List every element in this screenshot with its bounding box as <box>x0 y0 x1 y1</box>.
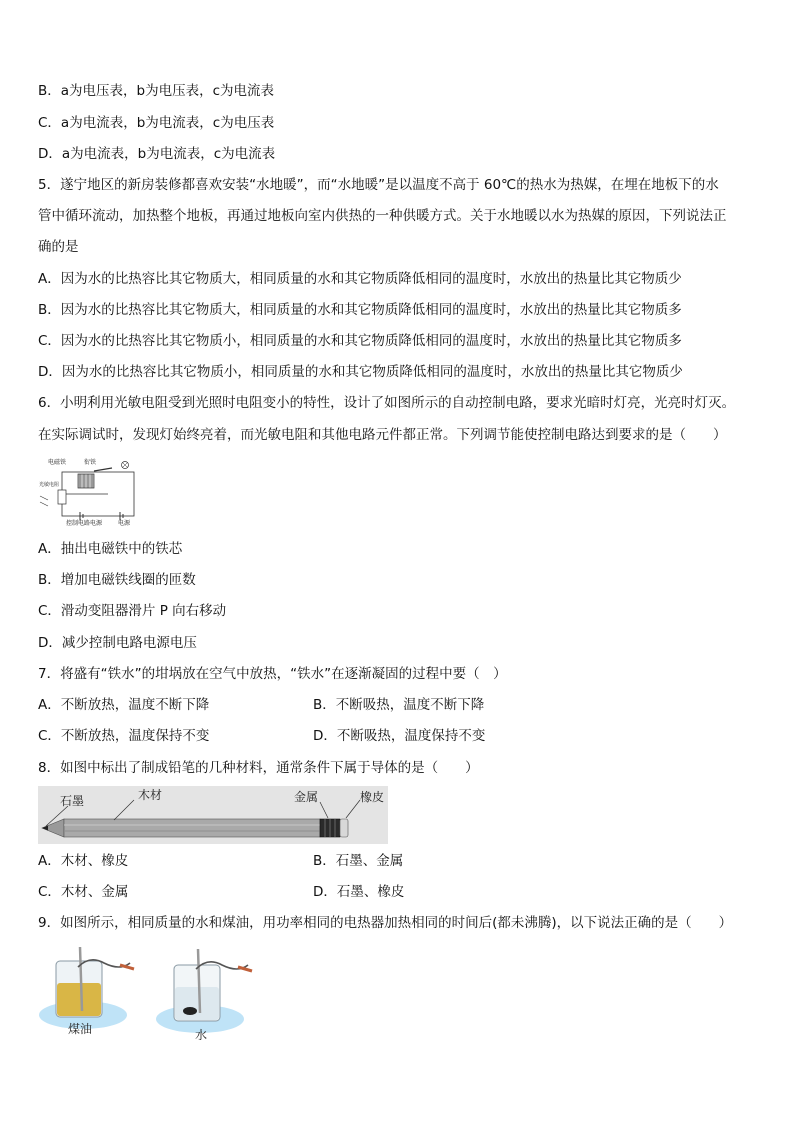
electromagnet-coil <box>78 474 94 488</box>
q7-stem: 7．将盛有“铁水”的坩埚放在空气中放热，“铁水”在逐渐凝固的过程中要（ ） <box>38 666 507 682</box>
water-label: 水 <box>195 1028 208 1042</box>
rubber-label: 橡皮 <box>360 790 385 804</box>
q5-option-a: A．因为水的比热容比其它物质大，相同质量的水和其它物质降低相同的温度时，水放出的热量比其它物质少 <box>38 271 682 287</box>
q9-stem: 9．如图所示，相同质量的水和煤油，用功率相同的电热器加热相同的时间后(都未沸腾)，以下说法正确的是（ ） <box>38 915 733 931</box>
q5-stem-line-2: 管中循环流动，加热整个地板，再通过地板向室内供热的一种供暖方式。关于水地暖以水为热媒的原因，下列说法正 <box>38 208 727 224</box>
q6-option-d: D．减少控制电路电源电压 <box>38 635 197 651</box>
pencil-wood <box>64 819 320 837</box>
photoresistor-icon <box>58 490 66 504</box>
armature-bar <box>94 468 112 471</box>
wood-label: 木材 <box>138 788 163 802</box>
metal-label: 金属 <box>294 790 319 804</box>
q8-option-a: A．木材、橡皮 <box>38 853 129 869</box>
power-source-label: 电源 <box>118 520 131 526</box>
q8-option-d: D．石墨、橡皮 <box>313 884 405 900</box>
q9-heating-figure <box>38 945 263 1045</box>
q5-option-c: C．因为水的比热容比其它物质小，相同质量的水和其它物质降低相同的温度时，水放出的热量比其它物质多 <box>38 333 682 349</box>
q8-option-c: C．木材、金属 <box>38 884 129 900</box>
water-plug <box>238 967 252 971</box>
photoresistor-label: 光敏电阻 <box>39 482 60 488</box>
q5-option-b: B．因为水的比热容比其它物质大，相同质量的水和其它物质降低相同的温度时，水放出的热量比其它物质多 <box>38 302 682 318</box>
kerosene-liquid <box>57 983 101 1016</box>
q5-option-d: D．因为水的比热容比其它物质小，相同质量的水和其它物质降低相同的温度时，水放出的热量比其它物质少 <box>38 364 683 380</box>
q6-circuit-figure <box>38 456 138 526</box>
q6-stem-line-1: 6．小明利用光敏电阻受到光照时电阻变小的特性，设计了如图所示的自动控制电路，要求光暗时灯亮，光亮时灯灭。 <box>38 395 736 411</box>
q6-option-c: C．滑动变阻器滑片 P 向右移动 <box>38 603 227 619</box>
kerosene-label: 煤油 <box>68 1022 93 1036</box>
q8-pencil-figure <box>38 786 388 844</box>
graphite-label: 石墨 <box>60 794 85 808</box>
electromagnet-label: 电磁铁 <box>48 459 67 466</box>
q6-stem-line-2: 在实际调试时，发现灯始终亮着，而光敏电阻和其他电路元件都正常。下列调节能使控制电路达到要求的是（ ） <box>38 427 727 443</box>
q4-option-c: C．a为电流表，b为电流表，c为电压表 <box>38 115 275 131</box>
water-liquid <box>175 987 219 1020</box>
q7-option-c: C．不断放热，温度保持不变 <box>38 728 210 744</box>
kerosene-plug <box>120 965 134 969</box>
armature-label: 衔铁 <box>84 459 97 466</box>
q6-option-b: B．增加电磁铁线圈的匝数 <box>38 572 196 588</box>
q8-option-b: B．石墨、金属 <box>313 853 404 869</box>
q5-stem-line-1: 5．遂宁地区的新房装修都喜欢安装“水地暖”，而“水地暖”是以温度不高于 60℃的热水为热媒，在埋在地板下的水 <box>38 177 719 193</box>
control-source-label: 控制电路电源 <box>66 520 103 526</box>
q7-option-b: B．不断吸热，温度不断下降 <box>313 697 485 713</box>
pencil-eraser <box>340 819 348 837</box>
q5-stem-line-3: 确的是 <box>38 239 79 255</box>
q7-option-a: A．不断放热，温度不断下降 <box>38 697 210 713</box>
q7-option-d: D．不断吸热，温度保持不变 <box>313 728 486 744</box>
q8-stem: 8．如图中标出了制成铅笔的几种材料，通常条件下属于导体的是（ ） <box>38 760 479 776</box>
water-heater-coil <box>183 1007 197 1015</box>
q4-option-b: B．a为电压表，b为电压表，c为电流表 <box>38 83 275 99</box>
q6-option-a: A．抽出电磁铁中的铁芯 <box>38 541 183 557</box>
q4-option-d: D．a为电流表，b为电流表，c为电流表 <box>38 146 276 162</box>
